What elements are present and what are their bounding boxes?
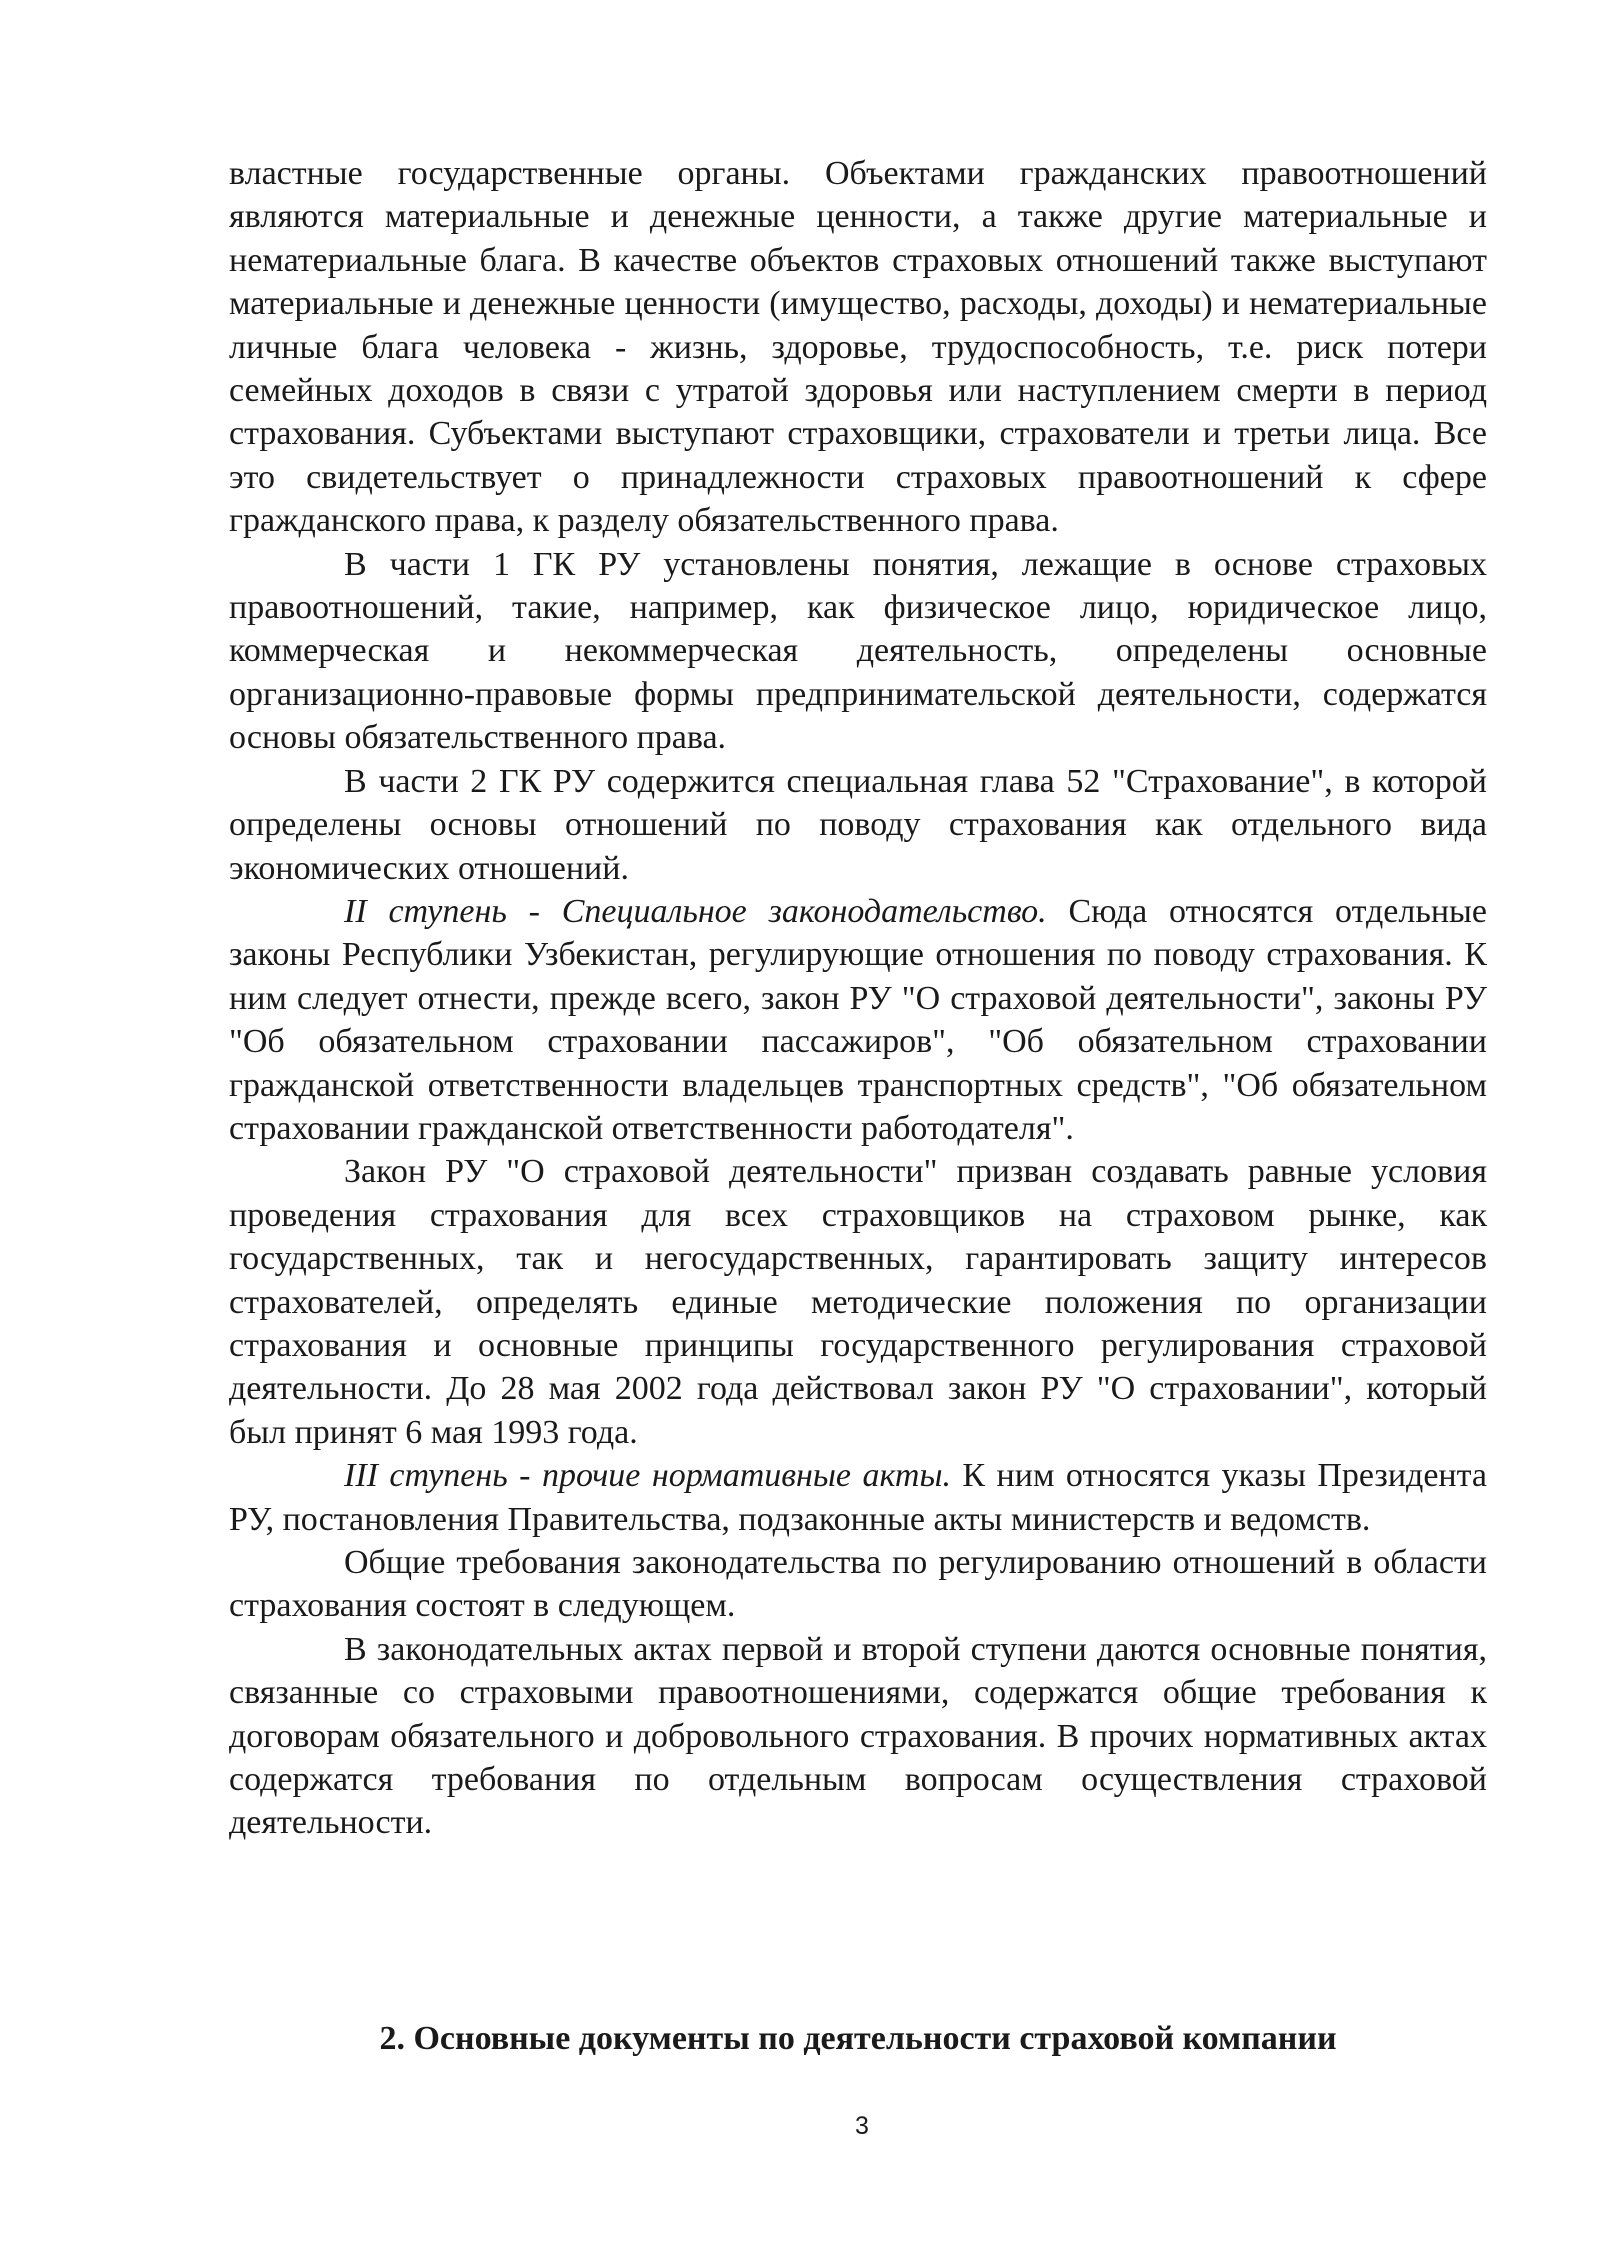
level-three-title: III ступень - прочие нормативные акты.: [344, 1457, 951, 1495]
paragraph-level-three: [229, 1454, 1487, 1541]
section-heading: 2. Основные документы по деятельности страховой компании: [379, 2020, 1337, 2057]
document-body: [229, 152, 1487, 1845]
paragraph-general-requirements: Общие требования законодательства по регулированию отношений в области страхования состоят в следующем.: [229, 1544, 1487, 1625]
paragraph-continuation: властные государственные органы. Объектами гражданских правоотношений являются материальные и денежные ценности, а также другие материальные и нематериальные блага. В качестве объектов страховых отношений также выступают материальные и денежные ценности (имущество, расходы, доходы) и нематериальные личные блага человека - жизнь, здоровье, трудоспособность, т.е. риск потери семейных доходов в связи с утратой здоровья или наступлением смерти в период страхования. Субъектами выступают страховщики, страхователи и третьи лица. Все это свидетельствует о принадлежности страховых правоотношений к сфере гражданского права, к разделу обязательственного права.: [229, 155, 1487, 540]
paragraph-civil-code-part1: В части 1 ГК РУ установлены понятия, лежащие в основе страховых правоотношений, такие, например, как физическое лицо, юридическое лицо, коммерческая и некоммерческая деятельность, определены основные организационно-правовые формы предпринимательской деятельности, содержатся основы обязательственного права.: [229, 545, 1487, 757]
level-two-title: II ступень - Специальное законодательство.: [344, 892, 1047, 930]
level-three-text: К ним относятся указы Президента РУ, постановления Правительства, подзаконные акты министерств и ведомств.: [229, 1457, 1487, 1538]
paragraph-legislative-acts: В законодательных актах первой и второй ступени даются основные понятия, связанные со страховыми правоотношениями, содержатся общие требования к договорам обязательного и добровольного страхования. В прочих нормативных актах содержатся требования по отдельным вопросам осуществления страховой деятельности.: [229, 1630, 1487, 1842]
page-number: 3: [855, 2112, 869, 2140]
paragraph-insurance-law: Закон РУ "О страховой деятельности" призван создавать равные условия проведения страхования для всех страховщиков на страховом рынке, как государственных, так и негосударственных, гарантировать защиту интересов страхователей, определять единые методические положения по организации страхования и основные принципы государственного регулирования страховой деятельности. До 28 мая 2002 года действовал закон РУ "О страховании", который был принят 6 мая 1993 года.: [229, 1153, 1487, 1451]
paragraph-civil-code-part2: В части 2 ГК РУ содержится специальная глава 52 "Страхование", в которой определены основы отношений по поводу страхования как отдельного вида экономических отношений.: [229, 762, 1487, 887]
level-two-text: Сюда относятся отдельные законы Республики Узбекистан, регулирующие отношения по поводу страхования. К ним следует отнести, прежде всего, закон РУ "О страховой деятельности", законы РУ "Об обязательном страховании пассажиров", "Об обязательном страховании гражданской ответственности владельцев транспортных средств", "Об обязательном страховании гражданской ответственности работодателя".: [229, 892, 1487, 1147]
paragraph-level-two: [229, 890, 1487, 1150]
